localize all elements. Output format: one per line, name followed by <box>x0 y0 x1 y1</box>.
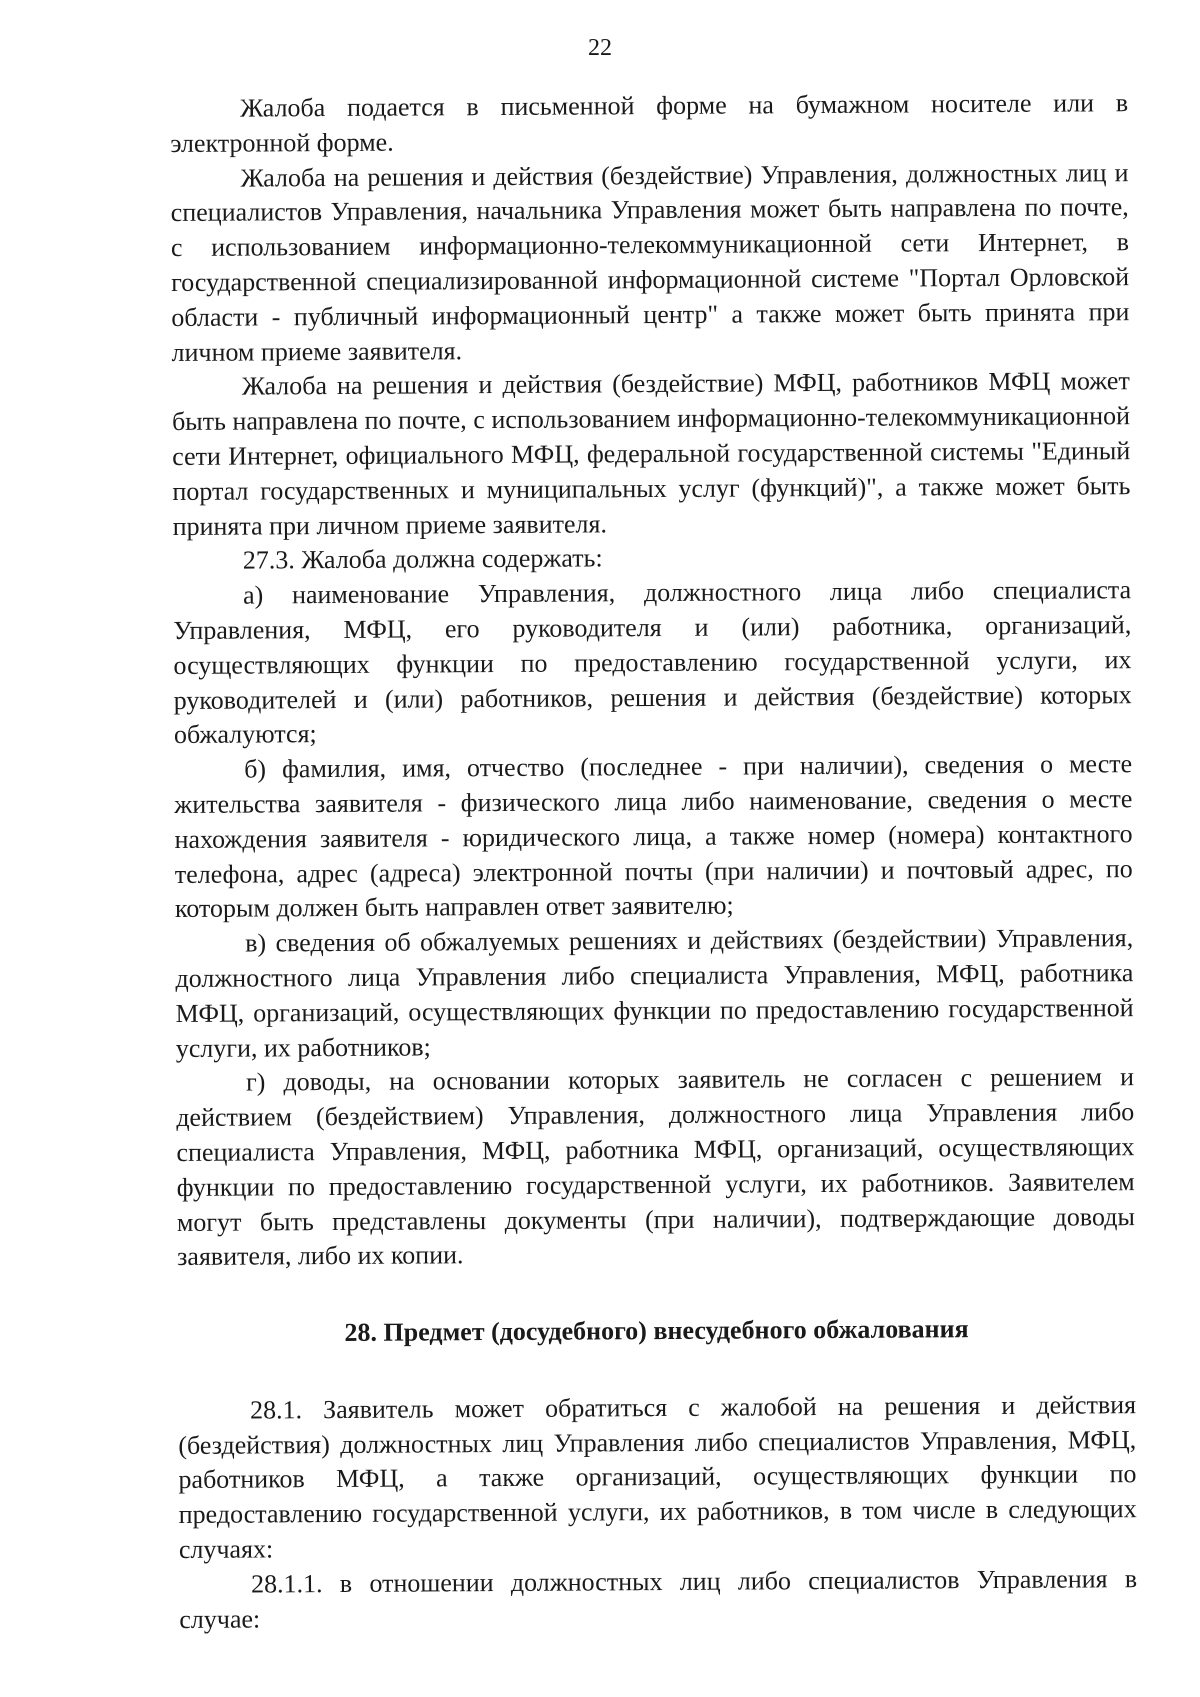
paragraph-item-v: в) сведения об обжалуемых решениях и действиях (бездействии) Управления, должностного лица Управления либо специалиста Управления, МФЦ, работника МФЦ, организаций, осуществляющих функции по предоставлению государственной услуги, их работников; <box>175 923 1134 1063</box>
paragraph-28-1-1: 28.1.1. в отношении должностных лиц либо специалистов Управления в случае: <box>179 1563 1138 1634</box>
paragraph-item-g: г) доводы, на основании которых заявитель не согласен с решением и действием (бездействием) Управления, должностного лица Управления либо специалиста Управления, МФЦ, работника МФЦ, организаций, осуществляющих функции по предоставлению государственной услуги, их работников. Заявителем могут быть представлены документы (при наличии), подтверждающие доводы заявителя, либо их копии. <box>176 1062 1135 1272</box>
paragraph-item-a: а) наименование Управления, должностного лица либо специалиста Управления, МФЦ, его руководителя и (или) работника, организаций, осуществляющих функции по предоставлению государственной услуги, их руководителей и (или) работников, решения и действия (бездействие) которых обжалуются; <box>173 575 1132 750</box>
paragraph-27-3: 27.3. Жалоба должна содержать: <box>242 543 603 575</box>
paragraph-complaint-form: Жалоба подается в письменной форме на бумажном носителе или в электронной форме. <box>170 88 1129 158</box>
document-body <box>170 86 1137 1637</box>
paragraph-complaint-mfc: Жалоба на решения и действия (бездействие) МФЦ, работников МФЦ может быть направлена по почте, с использованием информационно-телекоммуникационной сети Интернет, официального МФЦ, федеральной государственной системы "Единый портал государственных и муниципальных услуг (функций)", а также может быть принята при личном приеме заявителя. <box>171 366 1131 541</box>
page-number: 22 <box>588 35 612 61</box>
section-heading: 28. Предмет (досудебного) внесудебного обжалования <box>344 1314 969 1348</box>
spacer <box>178 1346 1136 1394</box>
paragraph-28-1: 28.1. Заявитель может обратиться с жалобой на решения и действия (бездействия) должностных лиц Управления либо специалистов Управления, МФЦ, работников МФЦ, а также организаций, осуществляющих функции по предоставлению государственной услуги, их работников, в том числе в следующих случаях: <box>178 1390 1137 1565</box>
paragraph-item-b: б) фамилия, имя, отчество (последнее - при наличии), сведения о месте жительства заявителя - физического лица либо наименование, сведения о месте нахождения заявителя - юридического лица, а также номер (номера) контактного телефона, адрес (адреса) электронной почты (при наличии) и почтовый адрес, по которым должен быть направлен ответ заявителю; <box>174 749 1133 924</box>
spacer <box>177 1269 1135 1317</box>
paragraph-complaint-directorate: Жалоба на решения и действия (бездействие) Управления, должностных лиц и специалистов Управления, начальника Управления может быть направлена по почте, с использованием информационно-телекоммуникационной сети Интернет, в государственной специализированной информационной системе "Портал Орловской области - публичный информационный центр" а также может быть принята при личном приеме заявителя. <box>170 157 1130 367</box>
